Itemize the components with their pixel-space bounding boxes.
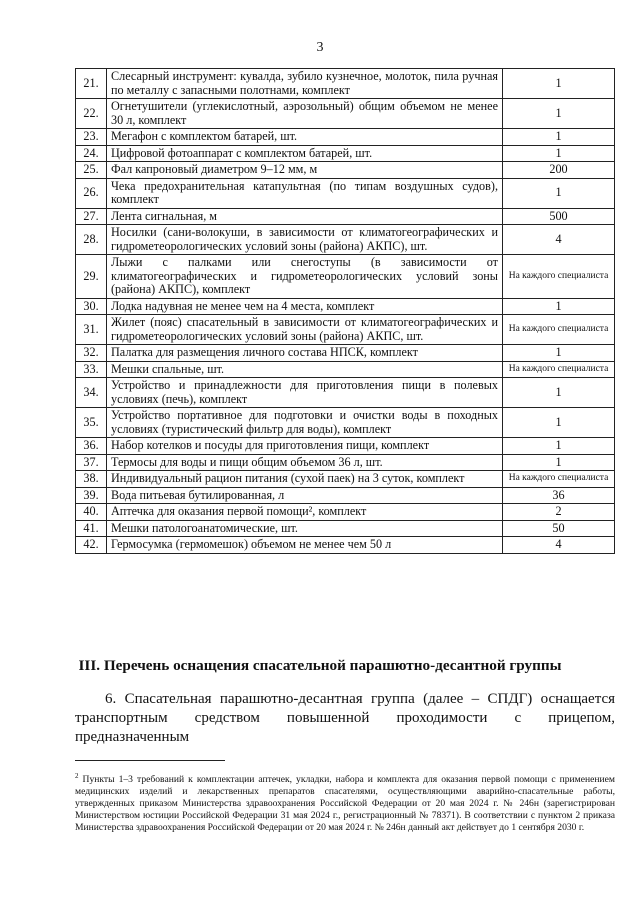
table-row [76,162,615,179]
table-row [76,454,615,471]
table-row [76,69,615,99]
item-description: Огнетушители (углекислотный, аэрозольный) общим объемом не менее 30 л, комплект [107,99,503,129]
table-row [76,178,615,208]
row-number: 28. [76,225,107,255]
row-number: 26. [76,178,107,208]
row-number: 38. [76,471,107,488]
table-row [76,225,615,255]
row-number: 39. [76,487,107,504]
table-row [76,487,615,504]
item-description: Лыжи с палками или снегоступы (в зависимости от климатогеографических и гидрометеорологических условий зоны (района) АКПС), комплект [107,255,503,299]
page-number: 3 [316,40,324,55]
row-number: 25. [76,162,107,179]
item-quantity: На каждого специалиста [503,361,615,378]
item-description: Устройство и принадлежности для приготовления пищи в полевых условиях (печь), комплект [107,378,503,408]
row-number: 34. [76,378,107,408]
table-row [76,520,615,537]
row-number: 40. [76,504,107,521]
item-description: Жилет (пояс) спасательный в зависимости от климатогеографических и гидрометеорологических условий зоны (района) АКПС, шт. [107,315,503,345]
item-quantity: 4 [503,225,615,255]
item-description: Чека предохранительная катапультная (по типам воздушных судов), комплект [107,178,503,208]
table-row [76,298,615,315]
item-quantity: На каждого специалиста [503,255,615,299]
table-row [76,345,615,362]
section-heading: III. Перечень оснащения спасательной парашютно-десантной группы [78,657,562,674]
item-description: Мешки патологоанатомические, шт. [107,520,503,537]
item-quantity: 1 [503,438,615,455]
item-quantity: 200 [503,162,615,179]
row-number: 36. [76,438,107,455]
item-quantity: 1 [503,178,615,208]
row-number: 23. [76,129,107,146]
footnote [75,770,615,834]
item-description: Вода питьевая бутилированная, л [107,487,503,504]
item-description: Слесарный инструмент: кувалда, зубило кузнечное, молоток, пила ручная по металлу с запасными полотнами, комплект [107,69,503,99]
item-description: Палатка для размещения личного состава НПСК, комплект [107,345,503,362]
item-quantity: 50 [503,520,615,537]
row-number: 33. [76,361,107,378]
item-quantity: 1 [503,378,615,408]
item-quantity: 1 [503,408,615,438]
footnote-text: Пункты 1–3 требований к комплектации аптечек, укладки, набора и комплекта для оказания первой помощи с применением медицинских изделий и лекарственных препаратов спасателями, осуществляющими аварийно-спасательные работы, утвержденных приказом Министерства здравоохранения Российской Федерации от 20 мая 2024 г. № 246н (зарегистрирован Министерством юстиции Российской Федерации 31 мая 2024 г., регистрационный № 78371). В соответствии с пунктом 2 приказа Министерства здравоохранения Российской Федерации от 20 мая 2024 г. № 246н данный акт действует до 1 сентября 2030 г. [75,774,615,834]
item-quantity: 1 [503,69,615,99]
table-row [76,471,615,488]
item-quantity: 1 [503,145,615,162]
item-quantity: 1 [503,298,615,315]
table-row [76,99,615,129]
table-row [76,208,615,225]
item-quantity: 2 [503,504,615,521]
item-description: Носилки (сани-волокуши, в зависимости от климатогеографических и гидрометеорологических условий зоны (района) АКПС), шт. [107,225,503,255]
row-number: 30. [76,298,107,315]
item-quantity: 1 [503,129,615,146]
item-quantity: На каждого специалиста [503,315,615,345]
paragraph-6: 6. Спасательная парашютно-десантная группа (далее – СПДГ) оснащается транспортным средством повышенной проходимости с прицепом, предназначенным [75,691,615,745]
item-description: Мешки спальные, шт. [107,361,503,378]
item-description: Устройство портативное для подготовки и очистки воды в походных условиях (туристический фильтр для воды), комплект [107,408,503,438]
footnote-divider [75,760,225,761]
item-quantity: 1 [503,345,615,362]
row-number: 29. [76,255,107,299]
row-number: 27. [76,208,107,225]
item-description: Мегафон с комплектом батарей, шт. [107,129,503,146]
row-number: 32. [76,345,107,362]
footnote-marker: 2 [75,772,79,780]
item-description: Аптечка для оказания первой помощи², комплект [107,504,503,521]
row-number: 42. [76,537,107,554]
table-row [76,408,615,438]
item-quantity: 1 [503,454,615,471]
row-number: 21. [76,69,107,99]
item-description: Термосы для воды и пищи общим объемом 36 л, шт. [107,454,503,471]
item-description: Лента сигнальная, м [107,208,503,225]
item-quantity: 4 [503,537,615,554]
table-row [76,361,615,378]
item-description: Цифровой фотоаппарат с комплектом батарей, шт. [107,145,503,162]
equipment-table-body [76,69,615,554]
row-number: 35. [76,408,107,438]
item-description: Набор котелков и посуды для приготовления пищи, комплект [107,438,503,455]
row-number: 37. [76,454,107,471]
item-description: Фал капроновый диаметром 9–12 мм, м [107,162,503,179]
item-quantity: 500 [503,208,615,225]
table-row [76,504,615,521]
item-quantity: На каждого специалиста [503,471,615,488]
item-quantity: 1 [503,99,615,129]
row-number: 22. [76,99,107,129]
row-number: 24. [76,145,107,162]
table-row [76,255,615,299]
equipment-table [75,68,615,554]
table-row [76,315,615,345]
table-row [76,129,615,146]
item-description: Гермосумка (гермомешок) объемом не менее чем 50 л [107,537,503,554]
table-row [76,537,615,554]
table-row [76,145,615,162]
row-number: 41. [76,520,107,537]
table-row [76,378,615,408]
table-row [76,438,615,455]
item-description: Лодка надувная не менее чем на 4 места, комплект [107,298,503,315]
item-quantity: 36 [503,487,615,504]
item-description: Индивидуальный рацион питания (сухой паек) на 3 суток, комплект [107,471,503,488]
row-number: 31. [76,315,107,345]
